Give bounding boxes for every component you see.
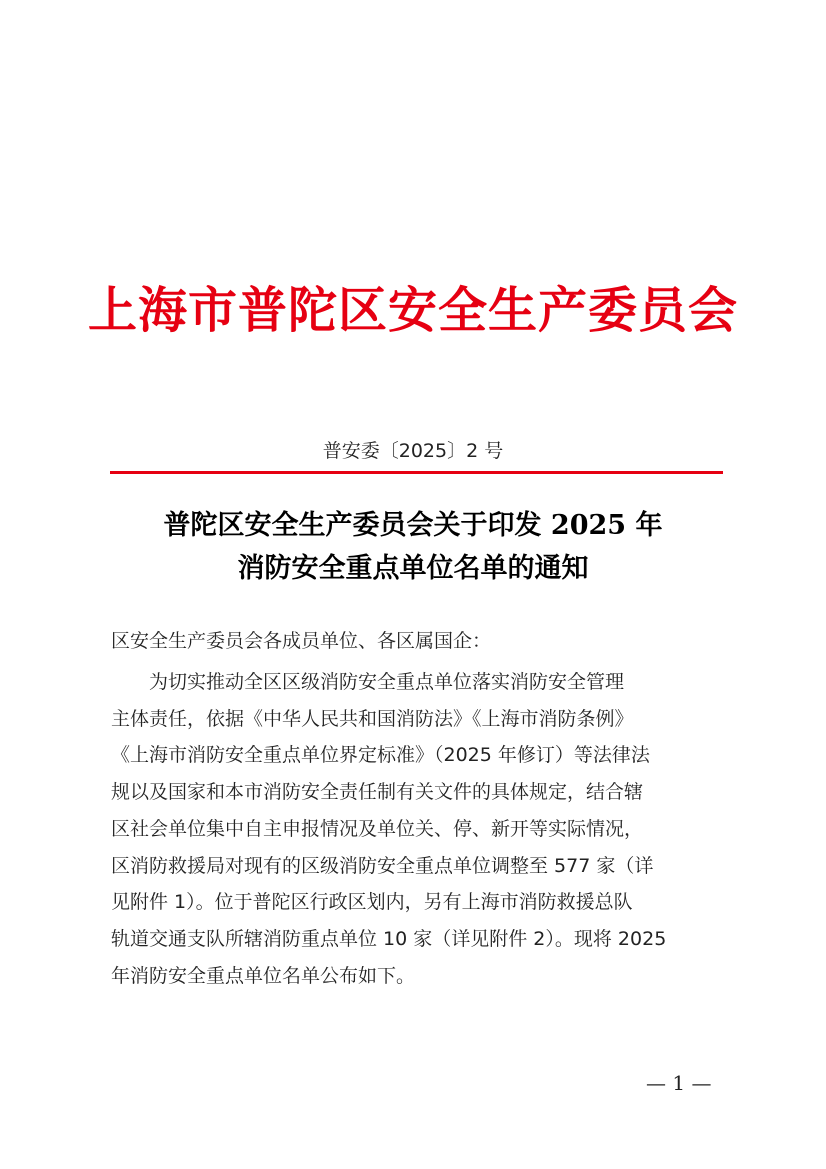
document-number: 普安委〔2025〕2 号	[322, 440, 504, 462]
document-title-line-2: 消防安全重点单位名单的通知	[237, 553, 589, 584]
body-line: 规以及国家和本市消防安全责任制有关文件的具体规定，结合辖	[111, 781, 644, 804]
body-line: 轨道交通支队所辖消防重点单位 10 家（详见附件 2）。现将 2025	[111, 927, 667, 950]
body-line: 年消防安全重点单位名单公布如下。	[111, 964, 416, 987]
red-separator-line	[110, 471, 723, 474]
body-line: 《上海市消防安全重点单位界定标准》（2025 年修订）等法律法	[111, 744, 650, 767]
body-line: 主体责任，依据《中华人民共和国消防法》《上海市消防条例》	[111, 707, 634, 730]
body-line: 见附件 1）。位于普陀区行政区划内，另有上海市消防救援总队	[111, 891, 633, 914]
body-paragraph	[111, 664, 723, 994]
document-title-line-1: 普陀区安全生产委员会关于印发 2025 年	[163, 510, 663, 541]
recipient-line: 区安全生产委员会各成员单位、各区属国企：	[111, 630, 492, 652]
issuer-masthead: 上海市普陀区安全生产委员会	[87, 281, 738, 339]
document-title	[0, 504, 826, 590]
body-line: 区社会单位集中自主申报情况及单位关、停、新开等实际情况，	[111, 817, 644, 840]
body-line: 区消防救援局对现有的区级消防安全重点单位调整至 577 家（详	[111, 854, 654, 877]
body-line: 为切实推动全区区级消防安全重点单位落实消防安全管理	[111, 671, 625, 693]
page-number: — 1 —	[646, 1071, 712, 1095]
